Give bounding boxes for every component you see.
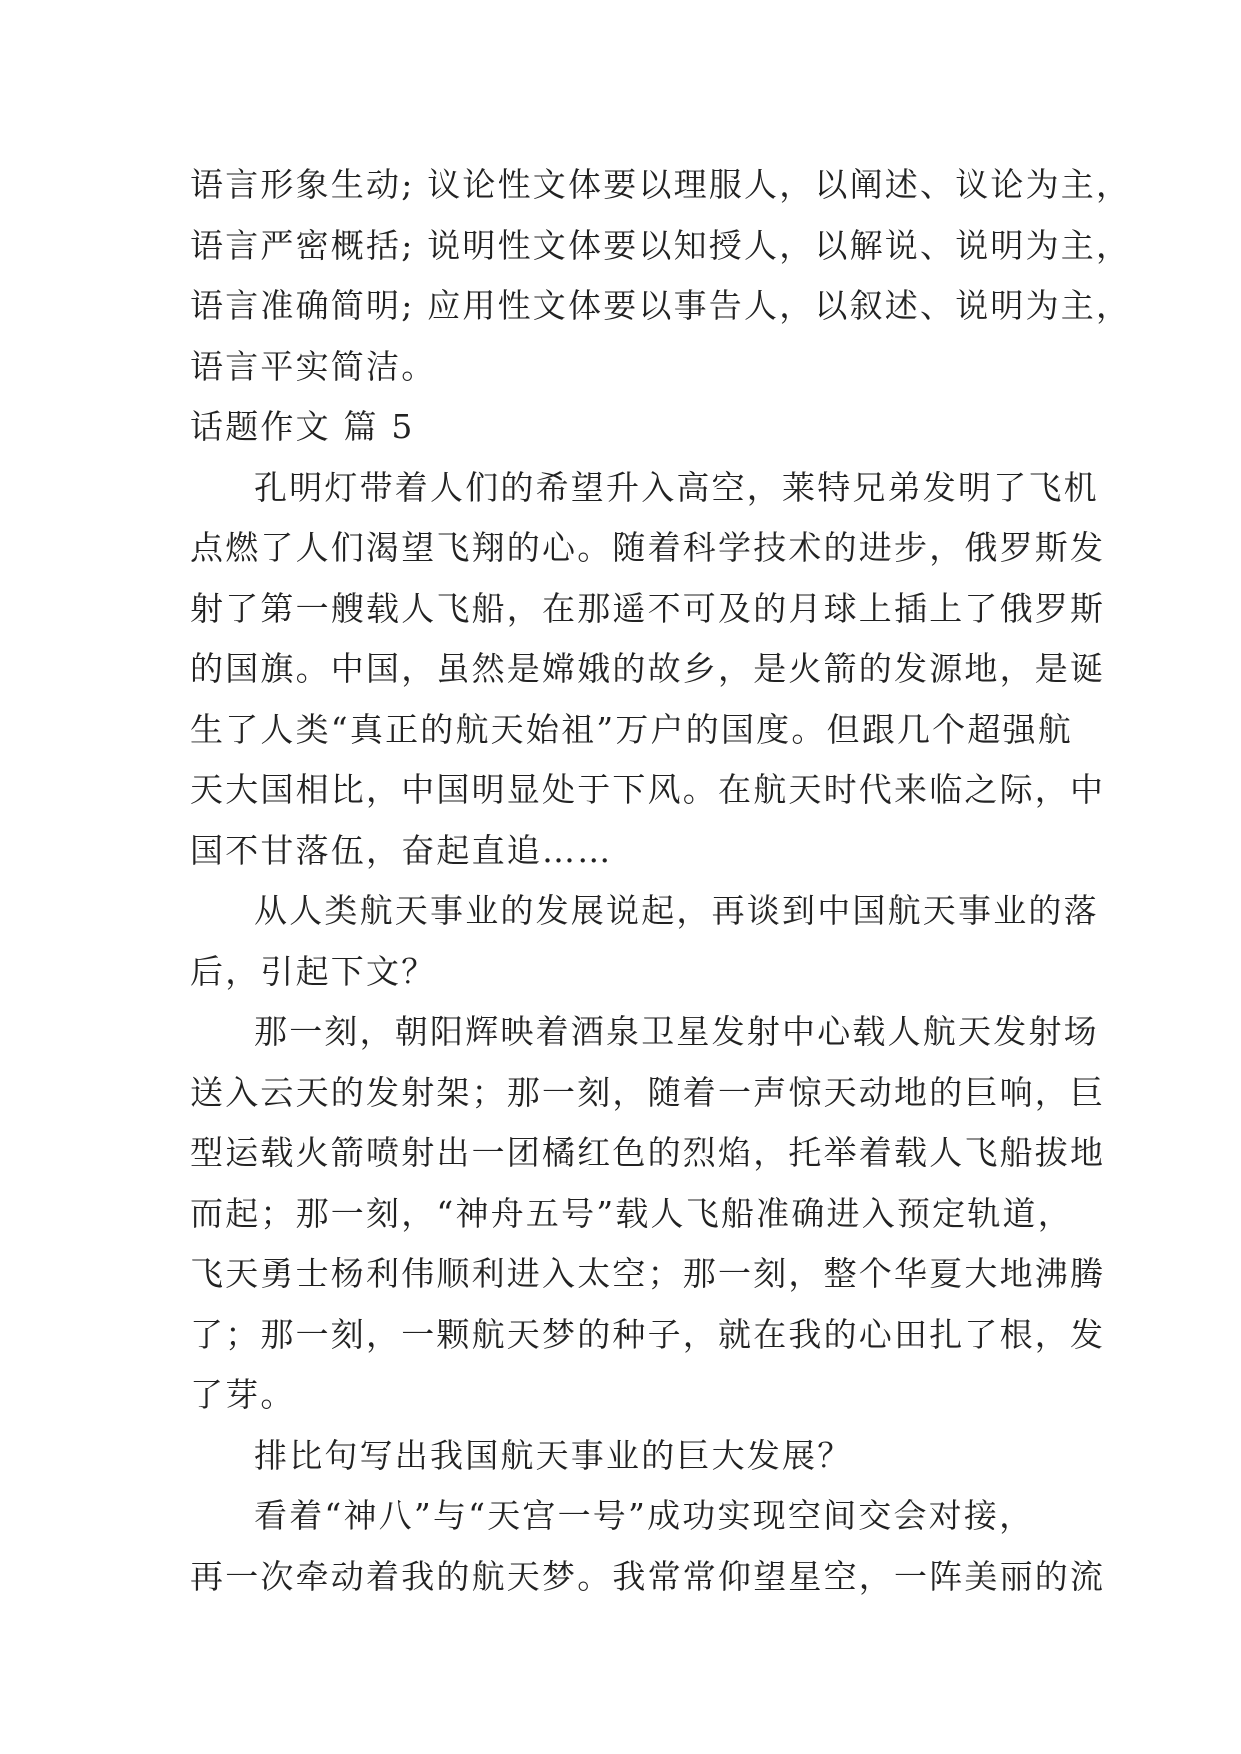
paragraph-start: 看着“神八”与“天宫一号”成功实现空间交会对接， [254,1496,1035,1535]
text-line: 而起；那一刻，“神舟五号”载人飞船准确进入预定轨道， [190,1193,1073,1233]
text-line: 点燃了人们渴望飞翔的心。随着科学技术的进步，俄罗斯发 [190,528,1106,567]
text-line: 生了人类“真正的航天始祖”万户的国度。但跟几个超强航 [190,709,1073,749]
document-body [190,155,1132,1607]
text-line: 射了第一艘载人飞船，在那遥不可及的月球上插上了俄罗斯 [190,588,1106,628]
text-line: 了芽。 [190,1375,296,1414]
text-line: 了；那一刻，一颗航天梦的种子，就在我的心田扎了根，发 [190,1314,1106,1354]
text-line: 语言准确简明; 应用性文体要以事告人，以叙述、说明为主， [190,286,1132,325]
text-line: 的国旗。中国，虽然是嫦娥的故乡，是火箭的发源地，是诞 [190,649,1106,688]
text-line: 飞天勇士杨利伟顺利进入太空；那一刻，整个华夏大地沸腾 [190,1254,1106,1293]
text-line: 语言形象生动; 议论性文体要以理服人，以阐述、议论为主， [190,165,1132,204]
paragraph-start: 那一刻，朝阳辉映着酒泉卫星发射中心载人航天发射场 [254,1012,1099,1051]
text-line: 语言严密概括; 说明性文体要以知授人，以解说、说明为主， [190,225,1132,265]
text-line: 型运载火箭喷射出一团橘红色的烈焰，托举着载人飞船拔地 [190,1133,1106,1172]
text-line: 天大国相比，中国明显处于下风。在航天时代来临之际，中 [190,770,1106,809]
text-line: 语言平实简洁。 [190,346,437,386]
paragraph-start: 从人类航天事业的发展说起，再谈到中国航天事业的落 [254,891,1099,930]
text-line: 送入云天的发射架；那一刻，随着一声惊天动地的巨响，巨 [190,1072,1106,1112]
section-heading: 话题作文 篇 5 [190,407,415,446]
text-line: 后，引起下文？ [190,951,437,991]
text-line: 再一次牵动着我的航天梦。我常常仰望星空，一阵美丽的流 [190,1556,1106,1596]
paragraph-start: 排比句写出我国航天事业的巨大发展？ [254,1435,853,1475]
text-line: 国不甘落伍，奋起直追…… [190,830,613,870]
paragraph-start: 孔明灯带着人们的希望升入高空，莱特兄弟发明了飞机 [254,467,1099,507]
